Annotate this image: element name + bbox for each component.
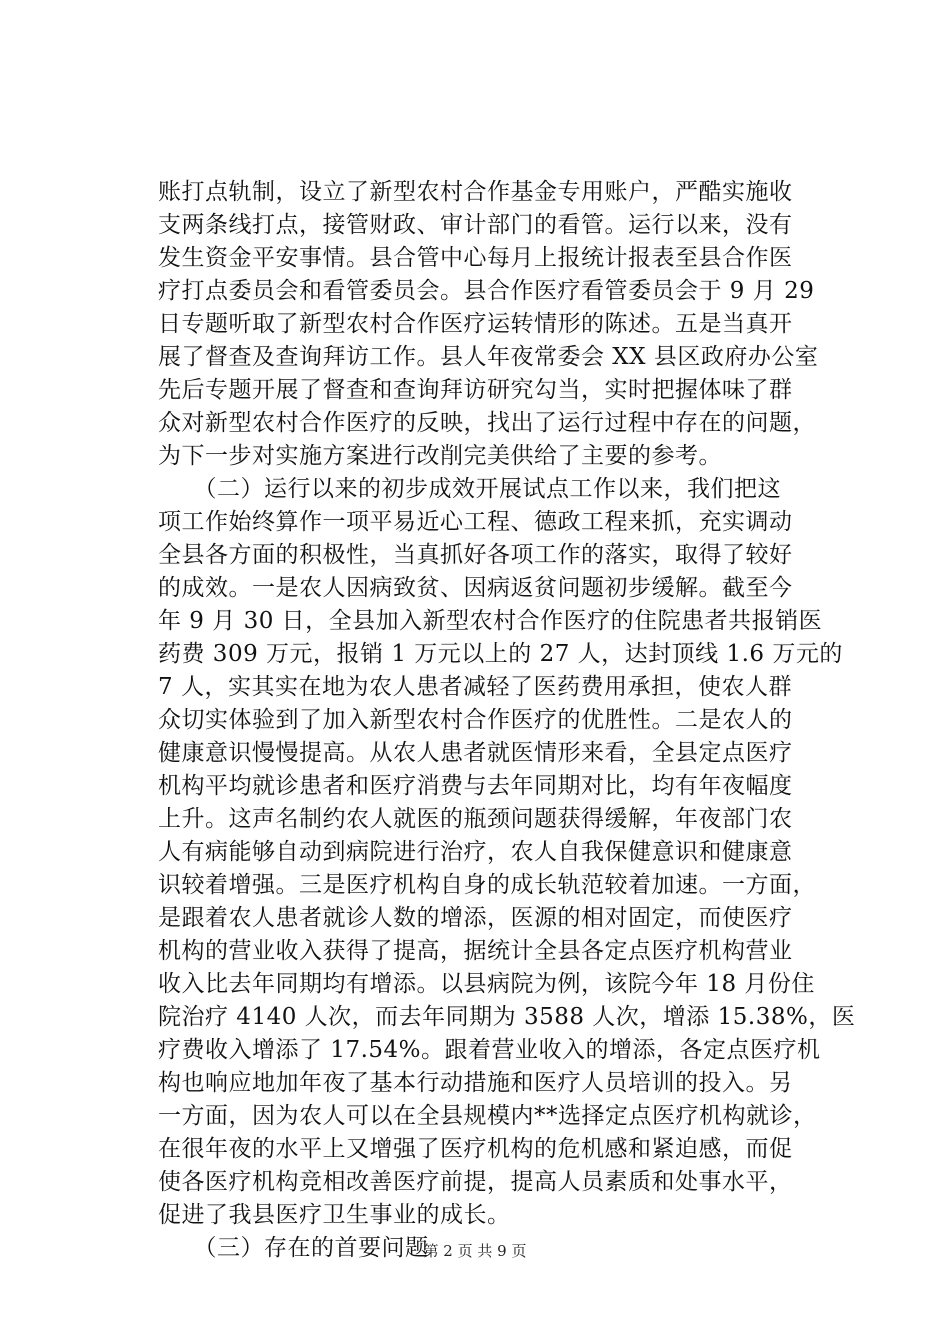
body-text	[158, 176, 856, 1265]
text-line: 日专题听取了新型农村合作医疗运转情形的陈述。五是当真开	[158, 311, 793, 337]
text-line: 全县各方面的积极性，当真抓好各项工作的落实，取得了较好	[158, 542, 793, 568]
text-line: 人有病能够自动到病院进行治疗，农人自我保健意识和健康意	[158, 839, 793, 865]
text-line: 药费 309 万元，报销 1 万元以上的 27 人，达封顶线 1.6 万元的	[158, 641, 843, 667]
text-line: 促进了我县医疗卫生事业的成长。	[158, 1202, 511, 1228]
text-line: 众切实体验到了加入新型农村合作医疗的优胜性。二是农人的	[158, 707, 793, 733]
text-line: 账打点轨制，设立了新型农村合作基金专用账户，严酷实施收	[158, 179, 793, 205]
section-heading: （三）存在的首要问题	[158, 1235, 429, 1261]
text-line: 在很年夜的水平上又增强了医疗机构的危机感和紧迫感，而促	[158, 1136, 793, 1162]
text-line: 构也响应地加年夜了基本行动措施和医疗人员培训的投入。另	[158, 1070, 793, 1096]
text-line: 7 人，实其实在地为农人患者减轻了医药费用承担，使农人群	[158, 674, 792, 700]
text-line: 发生资金平安事情。县合管中心每月上报统计报表至县合作医	[158, 245, 793, 271]
text-line: 识较着增强。三是医疗机构自身的成长轨范较着加速。一方面，	[158, 872, 816, 898]
text-line: 一方面，因为农人可以在全县规模内**选择定点医疗机构就诊，	[158, 1103, 817, 1129]
text-line: 是跟着农人患者就诊人数的增添，医源的相对固定，而使医疗	[158, 905, 793, 931]
text-line: 的成效。一是农人因病致贫、因病返贫问题初步缓解。截至今	[158, 575, 793, 601]
text-line: 为下一步对实施方案进行改削完美供给了主要的参考。	[158, 443, 722, 469]
text-line: 先后专题开展了督查和查询拜访研究勾当，实时把握体味了群	[158, 377, 793, 403]
text-line: 收入比去年同期均有增添。以县病院为例，该院今年 18 月份住	[158, 971, 815, 997]
text-line: 疗费收入增添了 17.54%。跟着营业收入的增添，各定点医疗机	[158, 1037, 821, 1063]
text-line: 支两条线打点，接管财政、审计部门的看管。运行以来，没有	[158, 212, 793, 238]
text-line: 众对新型农村合作医疗的反映，找出了运行过程中存在的问题，	[158, 410, 816, 436]
text-line: 机构的营业收入获得了提高，据统计全县各定点医疗机构营业	[158, 938, 793, 964]
text-line: 疗打点委员会和看管委员会。县合作医疗看管委员会于 9 月 29	[158, 278, 815, 304]
text-line: （二）运行以来的初步成效开展试点工作以来，我们把这	[158, 476, 781, 502]
text-line: 项工作始终算作一项平易近心工程、德政工程来抓，充实调动	[158, 509, 793, 535]
text-line: 健康意识慢慢提高。从农人患者就医情形来看，全县定点医疗	[158, 740, 793, 766]
text-line: 年 9 月 30 日，全县加入新型农村合作医疗的住院患者共报销医	[158, 608, 823, 634]
text-line: 展了督查及查询拜访工作。县人年夜常委会 XX 县区政府办公室	[158, 344, 819, 370]
text-line: 上升。这声名制约农人就医的瓶颈问题获得缓解，年夜部门农	[158, 806, 793, 832]
page-number-footer: 第 2 页 共 9 页	[423, 1242, 527, 1260]
text-line: 院治疗 4140 人次，而去年同期为 3588 人次，增添 15.38%，医	[158, 1004, 856, 1030]
text-line: 使各医疗机构竞相改善医疗前提，提高人员素质和处事水平，	[158, 1169, 793, 1195]
text-line: 机构平均就诊患者和医疗消费与去年同期对比，均有年夜幅度	[158, 773, 793, 799]
